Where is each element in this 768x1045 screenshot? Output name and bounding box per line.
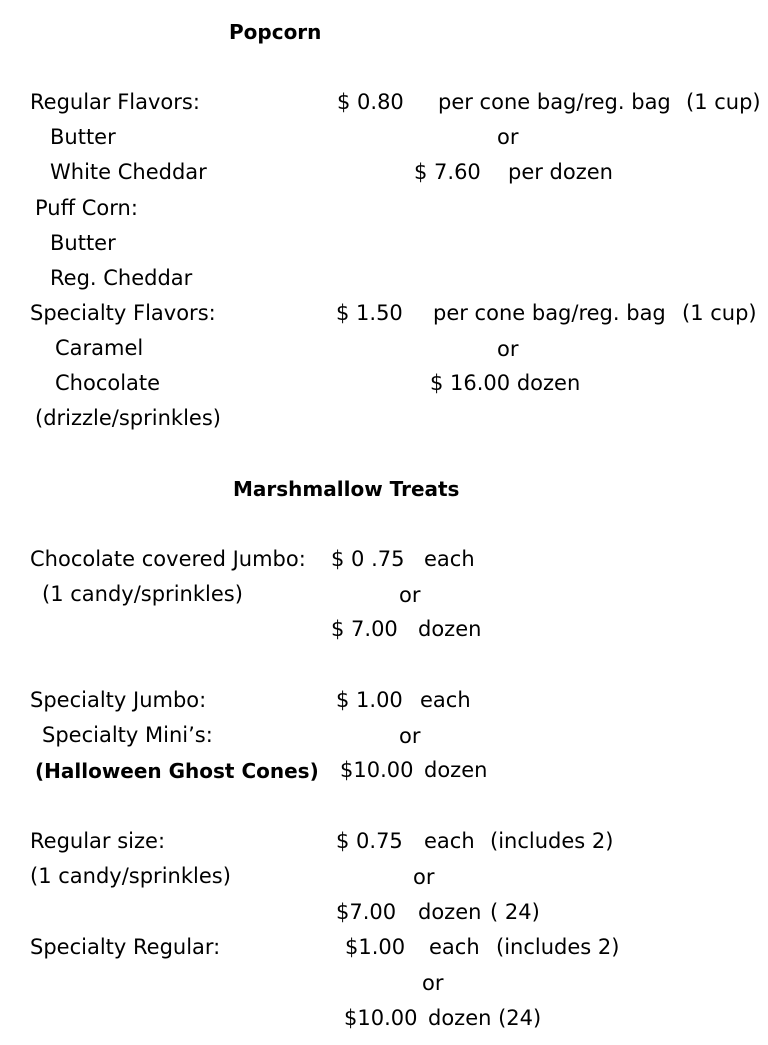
regular-unit: per cone bag/reg. bag xyxy=(438,90,671,114)
spec-jumbo-each: each xyxy=(420,688,471,712)
spec-jumbo-dozen: dozen xyxy=(424,758,488,782)
flavor-puff-butter: Butter xyxy=(50,231,116,255)
spec-regular-dozen: dozen (24) xyxy=(428,1006,542,1030)
flavor-white-cheddar: White Cheddar xyxy=(50,160,207,184)
choc-jumbo-or: or xyxy=(399,583,421,607)
spec-jumbo-label: Specialty Jumbo: xyxy=(30,688,207,712)
spec-regular-price: $1.00 xyxy=(345,935,406,959)
regular-or: or xyxy=(497,125,519,149)
regular-size-sub: (1 candy/sprinkles) xyxy=(30,864,231,888)
spec-regular-or: or xyxy=(422,971,444,995)
choc-jumbo-sub: (1 candy/sprinkles) xyxy=(42,582,243,606)
choc-jumbo-dozen-price: $ 7.00 xyxy=(331,617,398,641)
choc-jumbo-dozen: dozen xyxy=(418,617,482,641)
marshmallow-title: Marshmallow Treats xyxy=(233,477,460,501)
choc-jumbo-each: each xyxy=(424,547,475,571)
regular-size-label: Regular size: xyxy=(30,829,166,853)
flavor-caramel: Caramel xyxy=(55,336,144,360)
regular-dozen-price: $ 7.60 xyxy=(414,160,481,184)
specialty-dozen: $ 16.00 dozen xyxy=(430,371,581,395)
specialty-unit: per cone bag/reg. bag xyxy=(433,301,666,325)
regular-size-dozen: dozen xyxy=(418,900,482,924)
regular-size-includes: (includes 2) xyxy=(490,829,614,853)
specialty-cup: (1 cup) xyxy=(682,301,757,325)
regular-size-or: or xyxy=(413,865,435,889)
spec-mini-label: Specialty Mini’s: xyxy=(42,723,213,747)
flavor-chocolate: Chocolate xyxy=(55,371,161,395)
specialty-or: or xyxy=(497,337,519,361)
puff-corn-label: Puff Corn: xyxy=(35,196,138,220)
flavor-reg-cheddar: Reg. Cheddar xyxy=(50,266,193,290)
flavor-drizzle: (drizzle/sprinkles) xyxy=(35,406,221,430)
spec-regular-each: each xyxy=(429,935,480,959)
flavor-butter: Butter xyxy=(50,125,116,149)
regular-price: $ 0.80 xyxy=(337,90,404,114)
spec-regular-includes: (includes 2) xyxy=(496,935,620,959)
regular-size-price: $ 0.75 xyxy=(336,829,403,853)
spec-regular-label: Specialty Regular: xyxy=(30,935,221,959)
specialty-flavors-label: Specialty Flavors: xyxy=(30,301,216,325)
popcorn-title: Popcorn xyxy=(229,20,322,44)
halloween-label: (Halloween Ghost Cones) xyxy=(35,759,319,783)
regular-cup: (1 cup) xyxy=(686,90,761,114)
spec-jumbo-or: or xyxy=(399,724,421,748)
choc-jumbo-label: Chocolate covered Jumbo: xyxy=(30,547,306,571)
regular-dozen-unit: per dozen xyxy=(508,160,613,184)
choc-jumbo-price: $ 0 .75 xyxy=(331,547,405,571)
specialty-price: $ 1.50 xyxy=(336,301,403,325)
regular-flavors-label: Regular Flavors: xyxy=(30,90,200,114)
spec-jumbo-price: $ 1.00 xyxy=(336,688,403,712)
spec-jumbo-dozen-price: $10.00 xyxy=(340,758,414,782)
regular-size-each: each xyxy=(424,829,475,853)
regular-size-dozen-price: $7.00 xyxy=(336,900,397,924)
regular-size-count: ( 24) xyxy=(490,900,540,924)
spec-regular-dozen-price: $10.00 xyxy=(344,1006,418,1030)
